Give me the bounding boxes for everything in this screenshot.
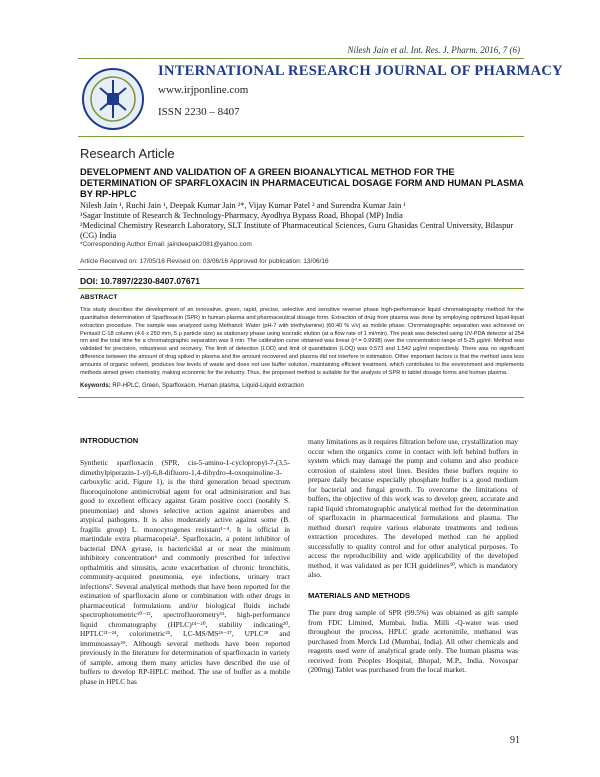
- dates-rule: [78, 269, 524, 270]
- corresponding-author: *Corresponding Author Email: jaindeepak2081@yahoo.com: [80, 241, 252, 248]
- keywords: [80, 383, 524, 389]
- doi[interactable]: DOI: 10.7897/2230-8407.07671: [80, 276, 201, 286]
- methods-heading: MATERIALS AND METHODS: [308, 590, 411, 600]
- journal-name: INTERNATIONAL RESEARCH JOURNAL OF PHARMACY: [158, 63, 563, 79]
- article-type: Research Article: [80, 146, 175, 161]
- keywords-label: Keywords:: [80, 383, 111, 389]
- abstract-rule: [78, 397, 524, 398]
- page-number: 91: [510, 735, 520, 746]
- introduction-text: Synthetic sparfloxacin (SPR, cis-5-amino-1-cyclopropyl-7-(3,5-dimethylpiperazin-1-yl)-6,8-difluoro-1,4-dihydro-4-oxoquinoline-3-carboxylic acid, Figure 1), is the third generation broad spectrum fluoroquinolone antimicrobial agent for oral administration and has good to excellent efficacy against Gram positive cocci (notably S. pneumoniae) and shows selective action against anaerobes and atypical pathogens. It is also moderately active against some (B. fragilis group) L. monocytogenes resistant¹⁻⁴. It is official in martindale extra pharmacopeia⁵. Sparfloxacin, a potent inhibitor of bacterial DNA gyrase, is bactericidal at or near the minimum inhibitory concentration⁶ and commonly prescribed for infective opthalmitis and sinusitis, acute exacerbation of chronic bronchitis, community-acquired pneumonia, eye infections, urinary tract infections⁷. Several analytical methods that have been reported for the estimation of sparfloxacin alone or combination with other drugs in pharmaceutical formulations and/or biological fluids include spectrophotometric¹⁰⁻¹², spectrofluorometry¹³, high-performance liquid chromatography (HPLC)¹⁴⁻²⁰, stability indicating²⁰, HPTLC²¹⁻²⁴, colorimetric²⁵, LC-MS/MS²⁶⁻²⁷, UPLC²⁸ and immunoassay²⁹. Although several methods have been reported previously in the literature for determination of sparfloxacin in variety of sample, among them many articles have described the use of buffers to develop RP-HPLC method. The use of buffer as a mobile phase in HPLC has: [80, 458, 290, 686]
- journal-url[interactable]: www.irjponline.com: [158, 84, 249, 96]
- affiliation-2: ²Medicinal Chemistry Research Laboratory, SLT Institute of Pharmaceutical Sciences, Guru Ghasidas Central University, Bilaspur (CG) India: [80, 221, 514, 240]
- right-column: [308, 437, 518, 675]
- keywords-list: RP-HPLC, Green, Sparfloxacin, Human plasma, Liquid-Liquid extraction: [112, 383, 304, 389]
- paper-title: DEVELOPMENT AND VALIDATION OF A GREEN BIOANALYTICAL METHOD FOR THE DETERMINATION OF SPARFLOXACIN IN PHARMACEUTICAL DOSAGE FORM AND HUMAN PLASMA BY RP-HPLC: [80, 167, 524, 199]
- abstract-heading: ABSTRACT: [80, 294, 118, 301]
- journal-logo-icon: [80, 66, 146, 132]
- article-dates: Article Received on: 17/05/16 Revised on: 03/06/16 Approved for publication: 13/06/16: [80, 258, 329, 265]
- introduction-continued: many limitations as it requires filtration before use, crystallization may occur when the organics come in contact with left behind buffers in system which may damage the pump and column and also produce corrosion of stainless steel lines. Besides these buffers require to prepare daily because especially phosphate buffer is a good medium for bacterial and fungal growth. To overcome the limitations of buffers, the objective of this work was to develop green, accurate and rapid liquid chromatographic analytical method for the determination of sparfloxacin in pharmaceutical formulations and plasma. The method doesn't require various elaborate treatments and tedious extraction procedures. The developed method can be applied successfully to quality control and for other analytical purposes. To access the reproducibility and wide applicability of the developed method, it was validated as per ICH guidelines³⁰, which is mandatory also.: [308, 437, 518, 579]
- running-head: Nilesh Jain et al. Int. Res. J. Pharm. 2016, 7 (6): [347, 45, 520, 55]
- author-list: Nilesh Jain ¹, Ruchi Jain ¹, Deepak Kumar Jain ²*, Vijay Kumar Patel ² and Surendra Kumar Jain ¹: [80, 201, 406, 210]
- affiliation-1: ¹Sagar Institute of Research & Technology-Pharmacy, Ayodhya Bypass Road, Bhopal (MP) India: [80, 211, 403, 220]
- left-column: [80, 458, 290, 686]
- header-rule: [78, 58, 524, 59]
- doi-rule: [78, 288, 524, 289]
- journal-issn: ISSN 2230 – 8407: [158, 106, 240, 118]
- masthead-rule: [78, 136, 524, 137]
- introduction-heading: INTRODUCTION: [80, 436, 139, 445]
- methods-text: The pure drug sample of SPR (99.5%) was obtained as gift sample from FDC Limited, Mumbai, India. Milli -Q-water was used throughout the process, HPLC grade acetonitrile, methanol was purchased from Merck Ltd (Mumbai, India). All other chemicals and reagents used were of analytical grade only. The human plasma was received from Peoples Hospital, Bhopal, M.P., India. Novospar (200mg) Tablet was purchased from the local market.: [308, 608, 518, 674]
- abstract-text: This study describes the development of an innovative, green, rapid, precise, selective and sensitive reverse phase high-performance liquid chromatography method for the quantitative determination of Sparfloxacin (SPR) in human plasma and pharmaceutical dosage form. Extraction of drug from plasma was done by employing optimized liquid-liquid extraction procedure. The sample was analyzed using Methanol: Water (pH-7 with triethylamine) (60:40 % v/v) as mobile phase. Chromatographic separation was achieved on Pentasil C-18 column (4.6 x 250 mm, 5 μ particle size) as stationary phase using isocratic elution (at a flow rate of 1 ml/min). The peak was detected using UV-PDA detector at 254 nm and the total time for a chromatographic separation was 9 min. The calibration curve obtained was linear (r² = 0.9998) over the concentration range of 5-25 μg/ml. Method was validated for precision, robustness and recovery. The limit of detection (LOD) and limit of quantitation (LOQ) was 0.573 and 1.542 μg/ml respectively. There was no significant difference between the amount of drug spiked in plasma and the amount recovered and plasma did not interfere in estimation. Other important factors is that the method uses less amounts of organic solvent, produces low levels of waste and does not use buffer solution, maintaining efficient treatment, which contributes to the environment and implements methods aimed green chemistry, making economic for the industry. Thus, the proposed method is suitable for the analysis of SPR in tablet dosage forms and human plasma.: [80, 307, 524, 376]
